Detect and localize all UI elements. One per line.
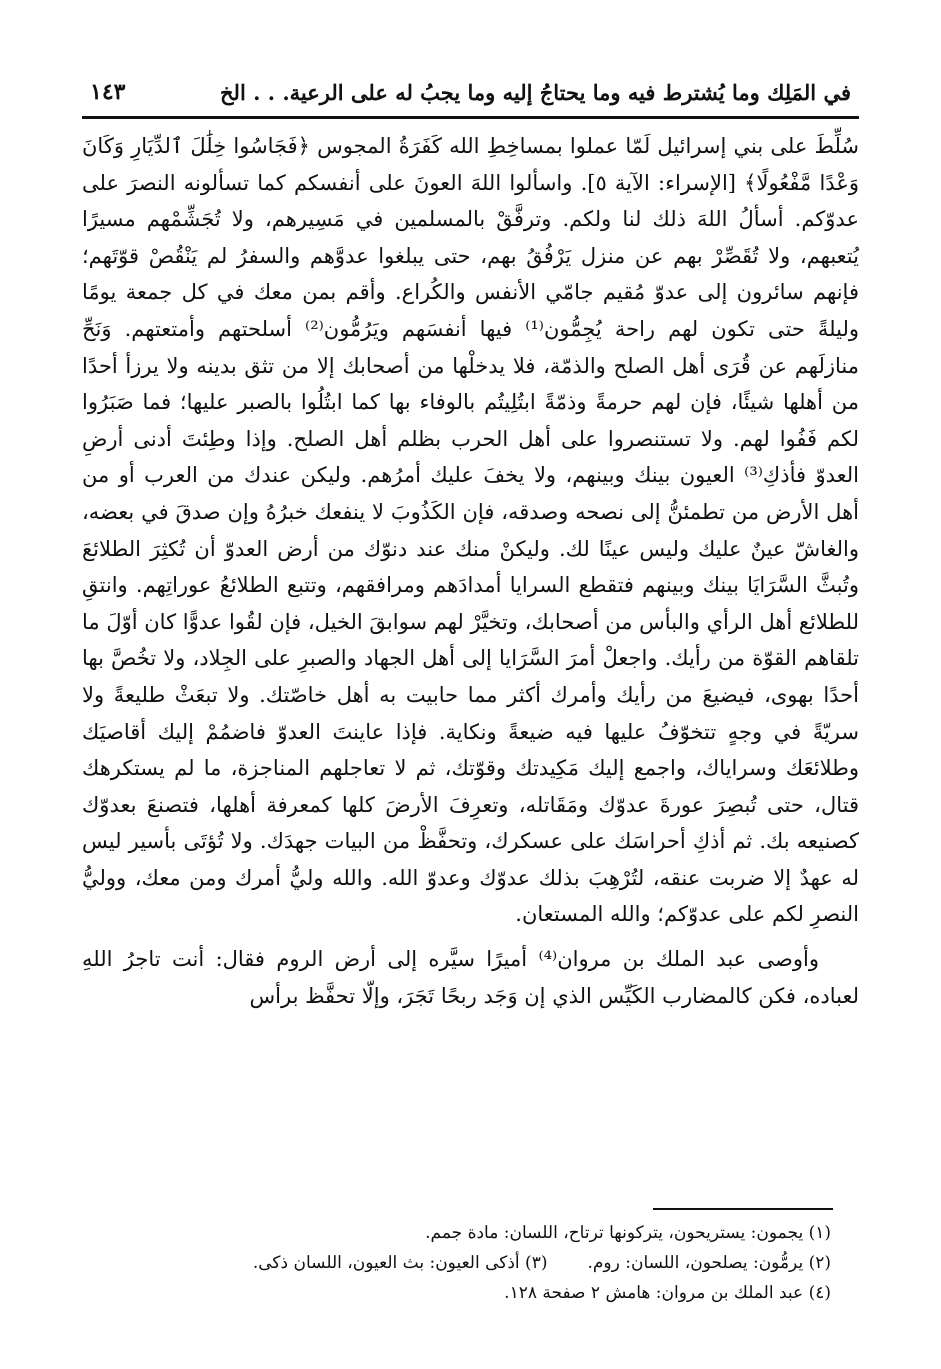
footnote-3: (٣) أذكى العيون: بث العيون، اللسان ذكى. (252, 1253, 548, 1273)
running-header (90, 70, 851, 114)
main-text (82, 128, 859, 1014)
chapter-title: في المَلِك وما يُشترط فيه وما يحتاجُ إليه وما يجبُ له على الرعية. . . الخ (219, 79, 851, 105)
footnote-4: (٤) عبد الملك بن مروان: هامش ٢ صفحة ١٢٨. (504, 1283, 831, 1303)
footnote-2: (٢) يرمُّون: يصلحون، اللسان: روم. (587, 1253, 831, 1273)
page-number: ١٤٣ (90, 79, 126, 105)
footnote-separator (653, 1208, 833, 1210)
paragraph-2: وأوصى عبد الملك بن مروان⁽⁴⁾ أميرًا سيَّره إلى أرض الروم فقال: أنت تاجرُ اللهِ لعباده، فكن كالمضارب الكَيِّس الذي إن وَجَد ربحًا تَجَرَ، وإلّا تحفَّظ برأس (82, 947, 859, 1008)
footnotes (120, 1218, 831, 1308)
footnote-row (120, 1248, 831, 1278)
paragraph-1: سُلِّطَ على بني إسرائيل لَمّا عملوا بمساخِطِ الله كَفَرَةُ المجوس ﴿فَجَاسُوا خِلَٰلَ ٱلدِّيَارِ وَكَانَ وَعْدًا مَّفْعُولًا﴾ [الإسراء: الآية ٥]. واسألوا اللهَ العونَ على أنفسكم كما تسألونه النصرَ على عدوّكم. أسألُ اللهَ ذلك لنا ولكم. وترفَّقْ بالمسلمين في مَسِيرهم، ولا تُجَشِّمْهم مسيرًا يُتعبهم، ولا تُقَصِّرْ بهم عن منزل يَرْفُقُ بهم، حتى يبلغوا عدوَّهم والسفرُ لم يَنْقُصْ قوّتَهم؛ فإنهم سائرون إلى عدوّ مُقيم جامّي الأنفس والكُراع. وأقم بمن معك في كل جمعة يومًا وليلةً حتى تكون لهم راحة يُجِمُّون⁽¹⁾ فيها أنفسَهم ويَرُمُّون⁽²⁾ أسلحتهم وأمتعتهم. وَنَحِّ منازلَهم عن قُرَى أهل الصلح والذمّة، فلا يدخلْها من أصحابك إلا من تثق بدينه ولا يرزأ أحدًا من أهلها شيئًا، فإن لهم حرمةً وذمّةً ابتُلِيتُم بالوفاء بها كما ابتُلُوا بالصبر عليها؛ فما صَبَرُوا لكم فَفُوا لهم. ولا تستنصروا على أهل الحرب بظلم أهل الصلح. وإذا وطِئتَ أدنى أرضِ العدوّ فأذكِ⁽³⁾ العيون بينك وبينهم، ولا يخفَ عليك أمرُهم. وليكن عندك من العرب أو من أهل الأرض من تطمئنُّ إلى نصحه وصدقه، فإن الكَذُوبَ لا ينفعك خبرُهُ وإن صدقَ في بعضه، والغاشّ عينٌ عليك وليس عينًا لك. وليكنْ منك عند دنوّك من أرض العدوّ أن تُكثِرَ الطلائعَ وتُبثَّ السَّرَايَا بينك وبينهم فتقطع السرايا أمدادَهم ومرافقهم، وتتبع الطلائعُ عوراتِهم. وانتقِ للطلائع أهل الرأي والبأس من أصحابك، وتخيَّرْ لهم سوابقَ الخيل، فإن لقُوا عدوًّا كان أوّلَ ما تلقاهم القوّة من رأيك. واجعلْ أمرَ السَّرَايا إلى أهل الجهاد والصبرِ على الجِلاد، ولا تخُصَّ بها أحدًا بهوى، فيضيعَ من رأيك وأمرك أكثر مما حابيت به أهل خاصّتك. ولا تبعَثْ طليعةً ولا سريّةً في وجهٍ تتخوّفُ عليها فيه ضيعةً ونكاية. فإذا عاينتَ العدوّ فاضمُمْ إليك أقاصيَك وطلائعَك وسراياك، واجمع إليك مَكِيدتك وقوّتك، ثم لا تعاجلهم المناجزة، ما لم يستكرهك قتال، حتى تُبصِرَ عورةَ عدوّك ومَقَاتله، وتعرِفَ الأرضَ كلها كمعرفة أهلها، فتصنعَ بعدوّك كصنيعه بك. ثم أذكِ أحراسَك على عسكرك، وتحفَّظْ من البيات جهدَك. ولا تُؤتَى بأسير ليس له عهدٌ إلا ضربت عنقه، لتُرْهِبَ بذلك عدوّك وعدوّ الله. والله وليُّ أمرك ومن معك، ووليُّ النصرِ لكم على عدوّكم؛ والله المستعان. (82, 134, 860, 927)
header-rule (82, 116, 859, 119)
footnote-1: (١) يجمون: يستريحون، يتركونها ترتاح، اللسان: مادة جمم. (425, 1223, 831, 1243)
